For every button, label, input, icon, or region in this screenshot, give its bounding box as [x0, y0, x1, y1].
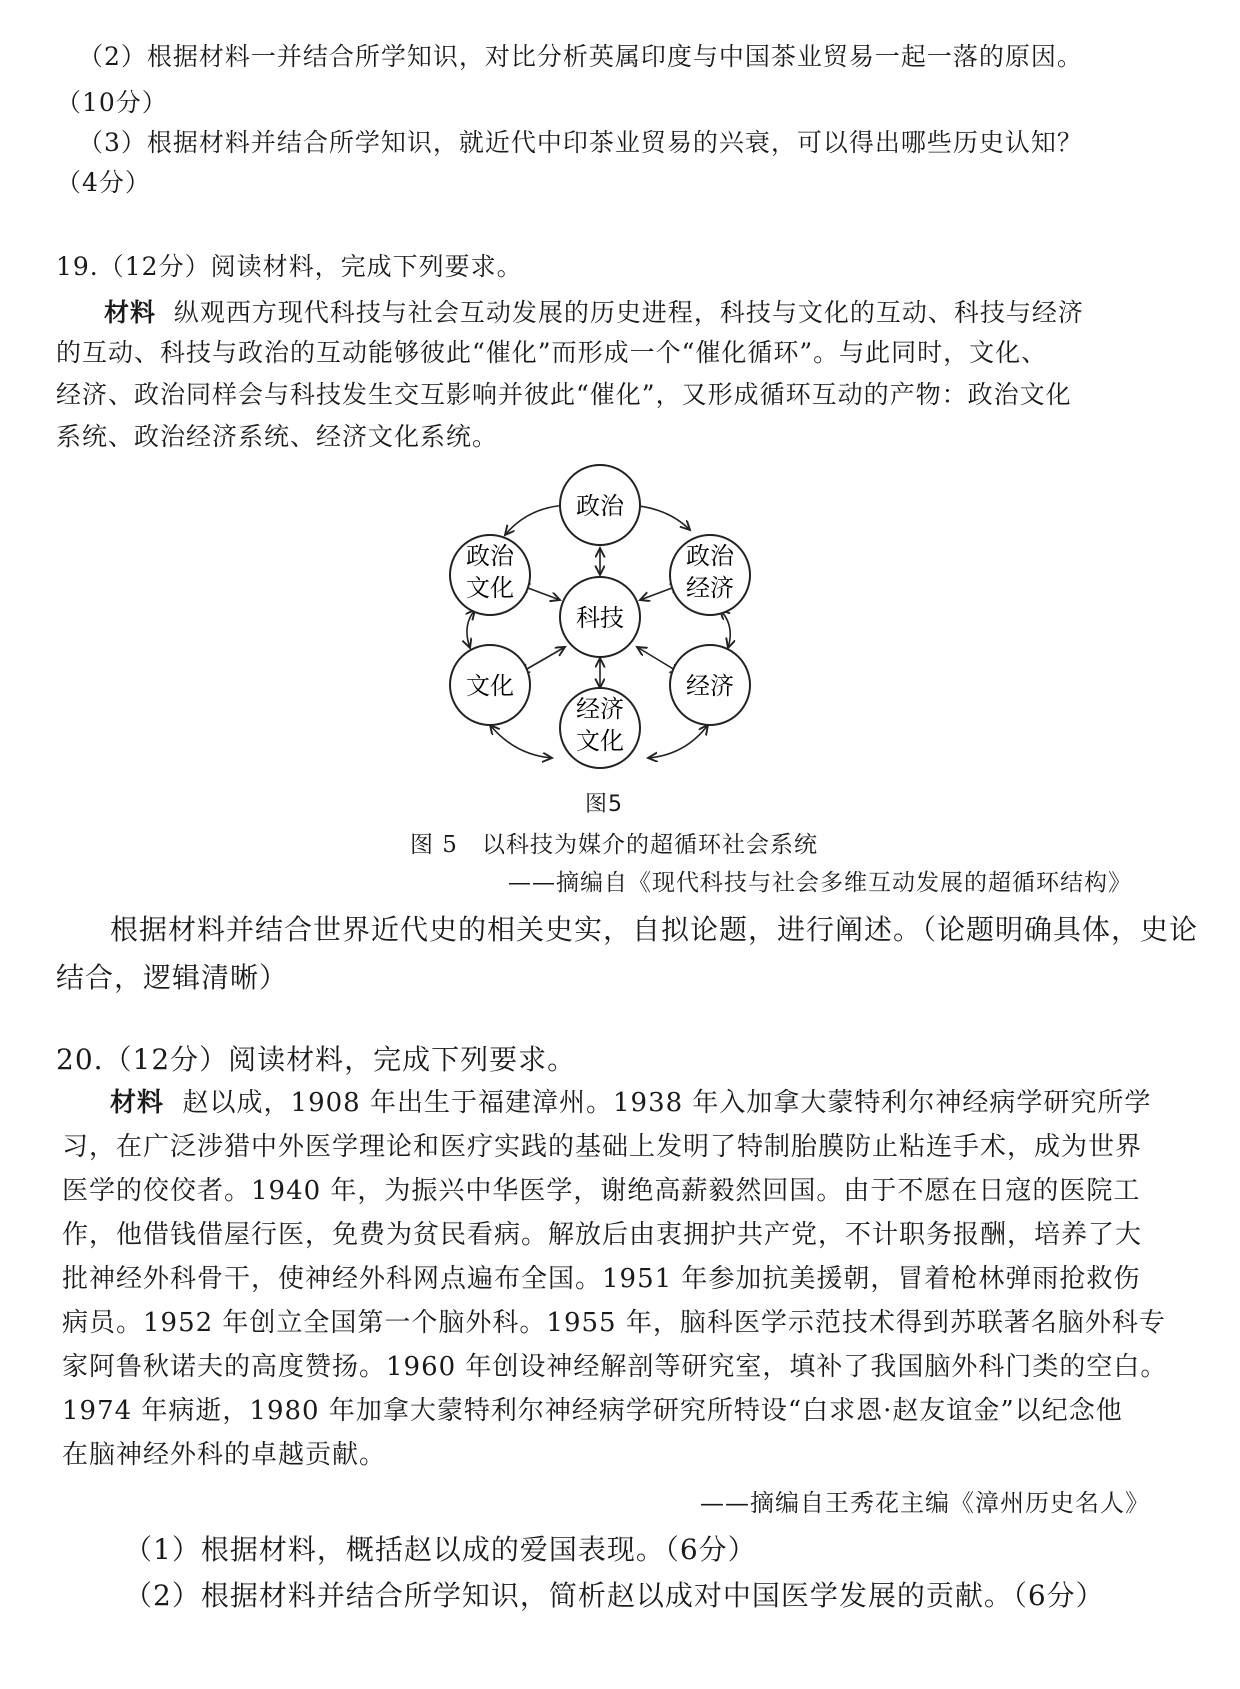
q20-material-line-1: 习，在广泛涉猎中外医学理论和医疗实践的基础上发明了特制胎膜防止粘连手术，成为世界 — [62, 1132, 1143, 1162]
node-center — [560, 577, 640, 657]
q20-material-line-2: 医学的佼佼者。1940 年，为振兴中华医学，谢绝高薪毅然回国。由于不愿在日寇的医院工 — [62, 1176, 1141, 1206]
node-upper-right-label-1: 经济 — [686, 574, 734, 602]
arrow-lowerright-bottom — [648, 725, 708, 758]
q20-material-line-4: 批神经外科骨干，使神经外科网点遍布全国。1951 年参加抗美援朝，冒着枪林弹雨抢救伤 — [62, 1264, 1141, 1294]
node-bottom — [560, 688, 640, 768]
q20-material-label: 材料 — [110, 1088, 165, 1118]
hypercycle-diagram — [0, 460, 1240, 780]
node-bottom-label-0: 经济 — [576, 695, 624, 723]
q19-material-line-1: 的互动、科技与政治的互动能够彼此“催化”而形成一个“催化循环”。与此同时，文化、 — [56, 338, 1048, 367]
node-upper-left-label-0: 政治 — [466, 542, 514, 570]
node-top — [560, 465, 640, 545]
q20-material-text-0: 赵以成，1908 年出生于福建漳州。1938 年入加拿大蒙特利尔神经病学研究所学 — [182, 1088, 1152, 1118]
q18-sub2-line2: （10分） — [56, 88, 168, 117]
q20-sub2: （2）根据材料并结合所学知识，简析赵以成对中国医学发展的贡献。（6分） — [124, 1579, 1105, 1612]
q20-material-line-5: 病员。1952 年创立全国第一个脑外科。1955 年，脑科医学示范技术得到苏联著名脑外科专 — [62, 1308, 1166, 1338]
node-top-label: 政治 — [576, 492, 624, 520]
q20-material-line-7: 1974 年病逝，1980 年加拿大蒙特利尔神经病学研究所特设“白求恩·赵友谊金”以纪念他 — [62, 1396, 1123, 1426]
q20-source: ——摘编自王秀花主编《漳州历史名人》 — [700, 1489, 1150, 1517]
q20-sub1: （1）根据材料，概括赵以成的爱国表现。（6分） — [124, 1533, 757, 1566]
q20-header: 20.（12分）阅读材料，完成下列要求。 — [56, 1043, 577, 1076]
figure-label: 图5 — [585, 792, 623, 817]
q19-material-text-0: 纵观西方现代科技与社会互动发展的历史进程，科技与文化的互动、科技与经济 — [173, 298, 1084, 327]
node-upper-left — [450, 535, 530, 615]
q18-sub3-line1: （3）根据材料并结合所学知识，就近代中印茶业贸易的兴衰，可以得出哪些历史认知？ — [78, 128, 1083, 157]
node-upper-right — [670, 535, 750, 615]
arrow-upperright-lowerright — [720, 610, 730, 648]
figure-source: ——摘编自《现代科技与社会多维互动发展的超循环结构》 — [508, 870, 1132, 896]
q19-material-line-3: 系统、政治经济系统、经济文化系统。 — [56, 422, 499, 451]
q18-sub3-line2: （4分） — [56, 168, 151, 197]
node-lower-left-label: 文化 — [466, 672, 514, 700]
q19-material-line-2: 经济、政治同样会与科技发生交互影响并彼此“催化”，又形成循环互动的产物：政治文化 — [56, 380, 1072, 409]
q19-material-label: 材料 — [104, 298, 157, 327]
node-bottom-label-1: 文化 — [576, 727, 624, 755]
q19-material-line-0 — [104, 296, 1084, 330]
node-upper-left-label-1: 文化 — [466, 574, 514, 602]
arrow-upperleft-lowerleft — [467, 610, 475, 648]
node-lower-right-label: 经济 — [686, 672, 734, 700]
node-lower-right — [670, 645, 750, 725]
node-upper-right-label-0: 政治 — [686, 542, 734, 570]
figure-caption: 图 5 以科技为媒介的超循环社会系统 — [410, 832, 818, 858]
q20-material-line-0 — [110, 1086, 1151, 1120]
q19-task-line1: 根据材料并结合世界近代史的相关史实，自拟论题，进行阐述。（论题明确具体，史论 — [110, 913, 1199, 946]
q20-material-line-3: 作，他借钱借屋行医，免费为贫民看病。解放后由衷拥护共产党，不计职务报酬，培养了大 — [62, 1220, 1143, 1250]
q20-material-line-8: 在脑神经外科的卓越贡献。 — [62, 1440, 387, 1470]
q20-material-line-6: 家阿鲁秋诺夫的高度赞扬。1960 年创设神经解剖等研究室，填补了我国脑外科门类的空白。 — [62, 1352, 1168, 1382]
q18-sub2-line1: （2）根据材料一并结合所学知识，对比分析英属印度与中国茶业贸易一起一落的原因。 — [78, 42, 1083, 71]
node-center-label: 科技 — [576, 604, 624, 632]
q19-task-line2: 结合，逻辑清晰） — [56, 961, 289, 994]
arrow-lowerleft-bottom — [490, 725, 552, 758]
q19-header: 19.（12分）阅读材料，完成下列要求。 — [56, 252, 523, 281]
node-lower-left — [450, 645, 530, 725]
